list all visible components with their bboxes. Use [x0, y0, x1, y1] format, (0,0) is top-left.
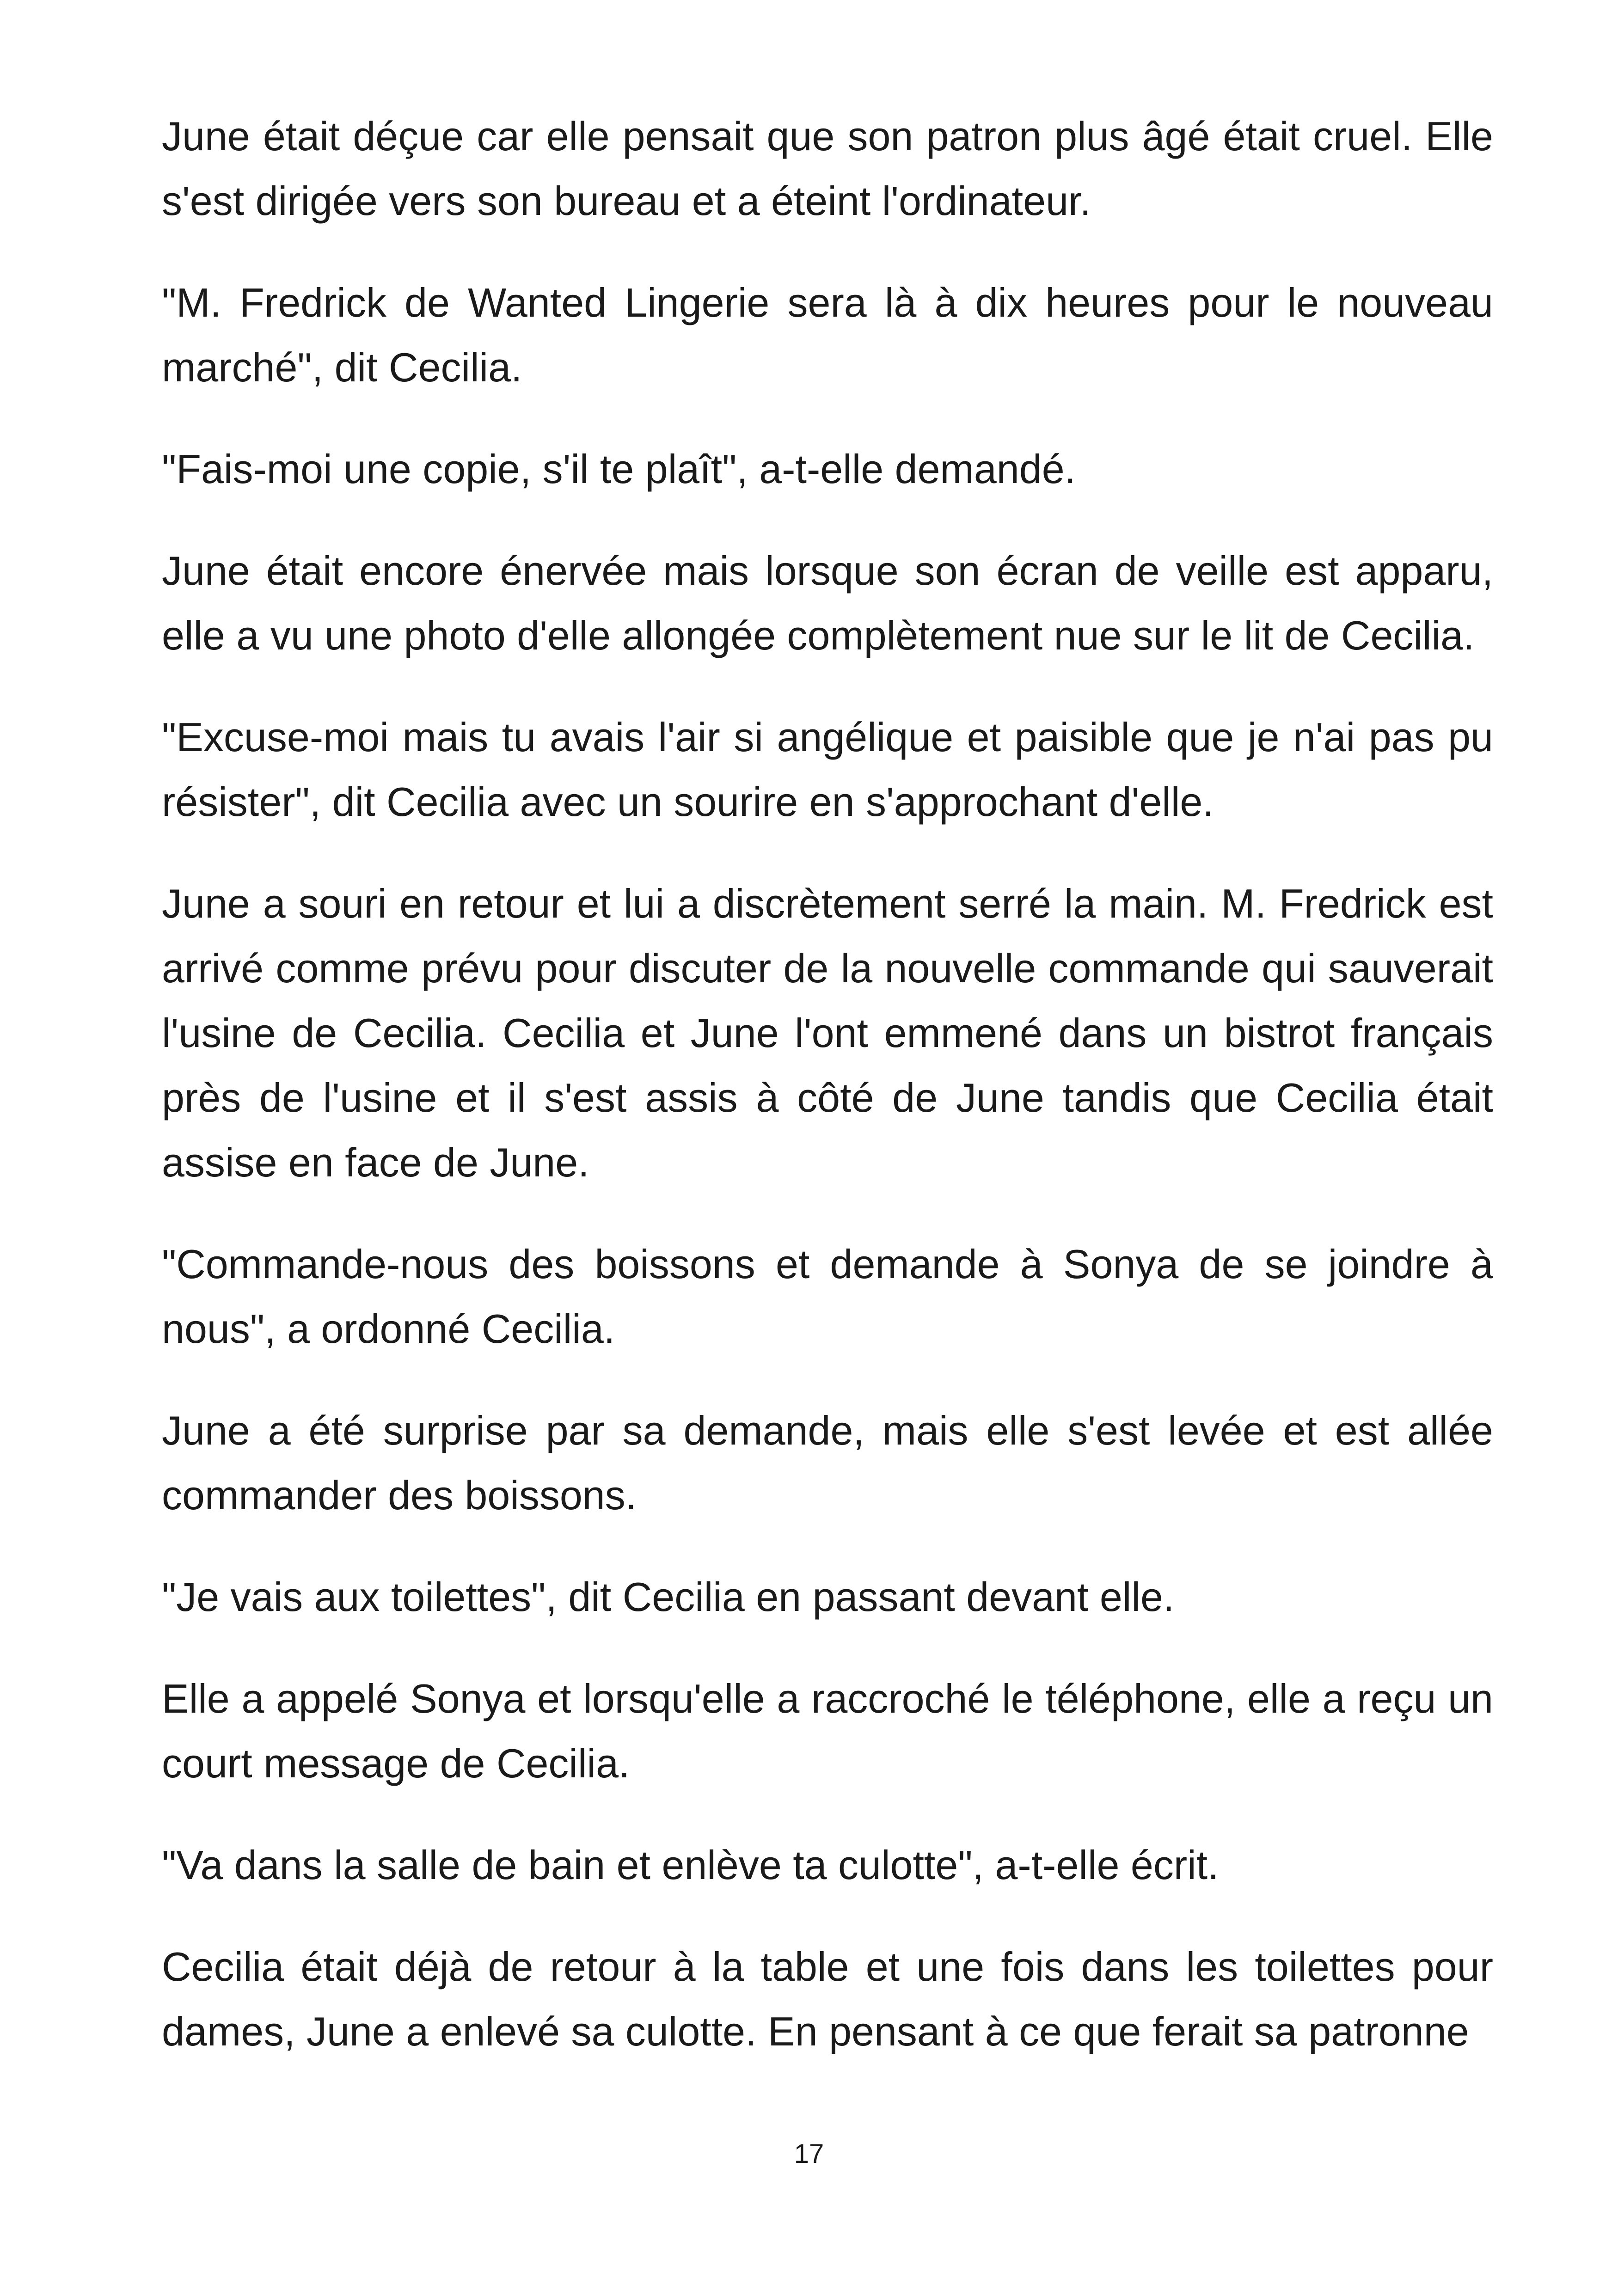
paragraph-2: "M. Fredrick de Wanted Lingerie sera là à dix heures pour le nouveau marché", dit Cecilia. — [162, 280, 1493, 390]
paragraph-12: Cecilia était déjà de retour à la table et une fois dans les toilettes pour dames, June a enlevé sa culotte. En pensant à ce que ferait sa patronne — [162, 1944, 1493, 2054]
paragraph-11: "Va dans la salle de bain et enlève ta culotte", a-t-elle écrit. — [162, 1842, 1219, 1888]
paragraph-10: Elle a appelé Sonya et lorsqu'elle a raccroché le téléphone, elle a reçu un court message de Cecilia. — [162, 1676, 1493, 1786]
paragraph-6: June a souri en retour et lui a discrètement serré la main. M. Fredrick est arrivé comme prévu pour discuter de la nouvelle commande qui sauverait l'usine de Cecilia. Cecilia et June l'ont emmené dans un bistrot français près de l'usine et il s'est assis à côté de June tandis que Cecilia était assise en face de June. — [162, 881, 1493, 1185]
paragraph-3: "Fais-moi une copie, s'il te plaît", a-t-elle demandé. — [162, 446, 1076, 492]
paragraph-7: "Commande-nous des boissons et demande à Sonya de se joindre à nous", a ordonné Cecilia. — [162, 1241, 1493, 1352]
paragraph-9: "Je vais aux toilettes", dit Cecilia en passant devant elle. — [162, 1574, 1175, 1620]
paragraph-5: "Excuse-moi mais tu avais l'air si angélique et paisible que je n'ai pas pu résister", dit Cecilia avec un sourire en s'approchant d'elle. — [162, 714, 1493, 825]
paragraph-1: June était déçue car elle pensait que son patron plus âgé était cruel. Elle s'est dirigée vers son bureau et a éteint l'ordinateur. — [162, 113, 1493, 224]
body-text — [162, 104, 1493, 2101]
page-number: 17 — [794, 2139, 824, 2169]
paragraph-8: June a été surprise par sa demande, mais elle s'est levée et est allée commander des boissons. — [162, 1408, 1493, 1518]
paragraph-4: June était encore énervée mais lorsque son écran de veille est apparu, elle a vu une photo d'elle allongée complètement nue sur le lit de Cecilia. — [162, 548, 1493, 658]
